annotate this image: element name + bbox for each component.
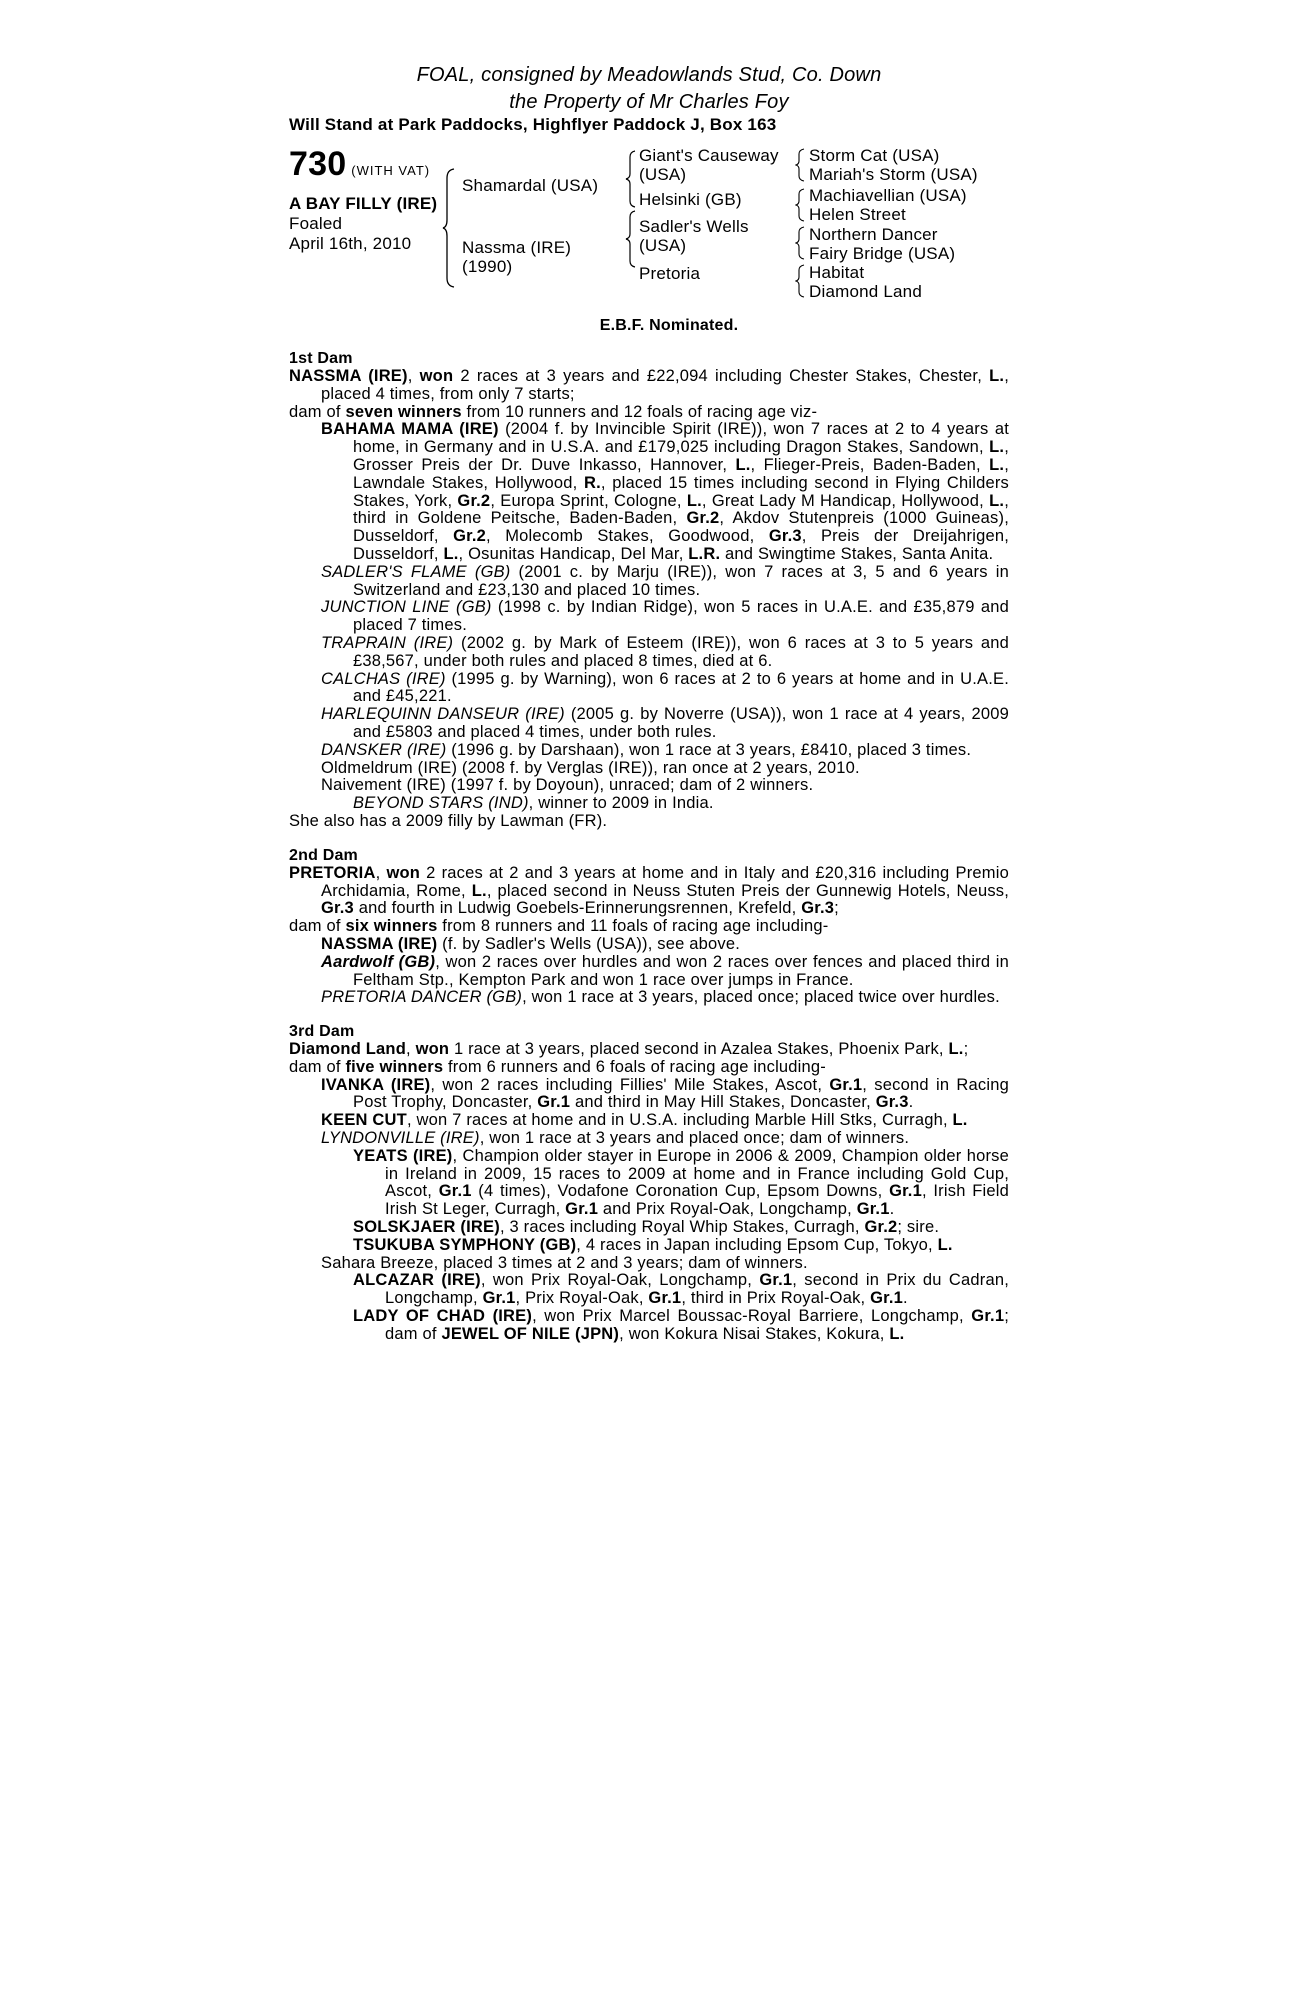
lot-name: A BAY FILLY (IRE) — [289, 194, 438, 213]
second-dam-progeny-list — [289, 936, 1009, 1007]
progeny-entry: TSUKUBA SYMPHONY (GB), 4 races in Japan including Epsom Cup, Tokyo, L. — [353, 1235, 953, 1254]
dam-dam: Pretoria — [639, 264, 701, 283]
dam-name: Nassma (IRE) — [462, 238, 572, 257]
sire-name: Shamardal (USA) — [462, 176, 599, 195]
lot-number: 730 — [289, 145, 347, 183]
foaled-label: Foaled — [289, 214, 343, 233]
progeny-entry: Naivement (IRE) (1997 f. by Doyoun), unraced; dam of 2 winners. — [321, 776, 814, 795]
dd-dam: Diamond Land — [809, 282, 922, 301]
ss-sire: Storm Cat (USA) — [809, 146, 940, 165]
progeny-entry: DANSKER (IRE) (1996 g. by Darshaan), won 1 race at 3 years, £8410, placed 3 times. — [321, 740, 972, 759]
progeny-entry: IVANKA (IRE), won 2 races including Fillies' Mile Stakes, Ascot, Gr.1, second in Racing Post Trophy, Doncaster, Gr.1 and third in May Hill Stakes, Doncaster, Gr.3. — [321, 1075, 1009, 1112]
third-dam-produce-summary: dam of five winners from 6 runners and 6 foals of racing age including- — [289, 1057, 826, 1076]
progeny-entry: ALCAZAR (IRE), won Prix Royal-Oak, Longchamp, Gr.1, second in Prix du Cadran, Longchamp, Gr.1, Prix Royal-Oak, Gr.1, third in Prix Royal-Oak, Gr.1. — [353, 1271, 1009, 1308]
dam-year: (1990) — [462, 257, 513, 276]
progeny-entry: CALCHAS (IRE) (1995 g. by Warning), won 6 races at 2 to 6 years at home and in U.A.E. and £45,221. — [321, 669, 1009, 706]
progeny-entry: HARLEQUINN DANSEUR (IRE) (2005 g. by Noverre (USA)), won 1 race at 4 years, 2009 and £5803 and placed 4 times, under both rules. — [321, 705, 1009, 741]
ds-dam: Fairy Bridge (USA) — [809, 244, 956, 263]
sd-sire: Machiavellian (USA) — [809, 186, 967, 205]
progeny-entry: LADY OF CHAD (IRE), won Prix Marcel Boussac-Royal Barriere, Longchamp, Gr.1; dam of JEWEL OF NILE (JPN), won Kokura Nisai Stakes, Kokura, L. — [353, 1307, 1009, 1343]
dam-sire-l2: (USA) — [639, 236, 687, 255]
first-dam-heading: 1st Dam — [289, 350, 353, 367]
property-line: the Property of Mr Charles Foy — [509, 91, 789, 113]
ss-dam: Mariah's Storm (USA) — [809, 165, 978, 184]
progeny-entry: SOLSKJAER (IRE), 3 races including Royal Whip Stakes, Curragh, Gr.2; sire. — [353, 1218, 940, 1237]
sire-brace — [625, 150, 637, 208]
progeny-entry: BAHAMA MAMA (IRE) (2004 f. by Invincible Spirit (IRE)), won 7 races at 2 to 4 years at home, in Germany and in U.S.A. and £179,025 including Dragon Stakes, Sandown, L., Grosser Preis der Dr. Duve Inkasso, Hannover, L., Flieger-Preis, Baden-Baden, L., Lawndale Stakes, Hollywood, R., placed 15 times including second in Flying Childers Stakes, York, Gr.2, Europa Sprint, Cologne, L., Great Lady M Handicap, Hollywood, L., third in Goldene Peitsche, Baden-Baden, Gr.2, Akdov Stutenpreis (1000 Guineas), Dusseldorf, Gr.2, Molecomb Stakes, Goodwood, Gr.3, Preis der Dreijahrigen, Dusseldorf, L., Osunitas Handicap, Del Mar, L.R. and Swingtime Stakes, Santa Anita. — [321, 420, 1010, 563]
dd-sire: Habitat — [809, 263, 865, 282]
third-dam-progeny-list — [289, 1077, 1009, 1344]
first-dam-record: NASSMA (IRE), won 2 races at 3 years and £22,094 including Chester Stakes, Chester, L., placed 4 times, from only 7 starts; — [289, 367, 1009, 403]
ds-brace — [795, 226, 805, 260]
third-dam-section — [289, 1023, 1009, 1344]
catalogue-page — [289, 62, 1009, 1344]
consignor-line: FOAL, consigned by Meadowlands Stud, Co. Down — [416, 64, 882, 86]
third-dam-heading: 3rd Dam — [289, 1023, 355, 1041]
second-dam-heading: 2nd Dam — [289, 846, 358, 864]
lot-number-row — [289, 146, 430, 182]
ss-brace — [795, 148, 805, 182]
progeny-entry: TRAPRAIN (IRE) (2002 g. by Mark of Esteem (IRE)), won 6 races at 3 to 5 years and £38,567, under both rules and placed 8 times, died at 6. — [321, 633, 1010, 670]
third-dam-record: Diamond Land, won 1 race at 3 years, placed second in Azalea Stakes, Phoenix Park, L.; — [289, 1040, 969, 1059]
progeny-entry: NASSMA (IRE) (f. by Sadler's Wells (USA)), see above. — [321, 934, 741, 953]
second-dam-produce-summary: dam of six winners from 8 runners and 11 foals of racing age including- — [289, 917, 829, 936]
foaled-date: April 16th, 2010 — [289, 234, 412, 253]
progeny-entry: SADLER'S FLAME (GB) (2001 c. by Marju (IRE)), won 7 races at 3, 5 and 6 years in Switzerland and £23,130 and placed 10 times. — [321, 562, 1009, 599]
second-dam-section — [289, 847, 1009, 1007]
vat-label: (WITH VAT) — [351, 163, 431, 178]
progeny-entry: Sahara Breeze, placed 3 times at 2 and 3 years; dam of winners. — [321, 1253, 808, 1272]
progeny-entry: JUNCTION LINE (GB) (1998 c. by Indian Ridge), won 5 races in U.A.E. and £35,879 and placed 7 times. — [321, 598, 1009, 635]
stabling-line: Will Stand at Park Paddocks, Highflyer Paddock J, Box 163 — [289, 115, 777, 134]
sd-dam: Helen Street — [809, 205, 906, 224]
ebf-nomination: E.B.F. Nominated. — [599, 317, 739, 334]
sd-brace — [795, 188, 805, 222]
progeny-entry: BEYOND STARS (IND), winner to 2009 in India. — [353, 794, 714, 813]
sire-sire-l1: Giant's Causeway — [639, 146, 779, 165]
progeny-entry: Aardwolf (GB), won 2 races over hurdles and won 2 races over fences and placed third in Feltham Stp., Kempton Park and won 1 race over jumps in France. — [321, 952, 1010, 989]
pedigree-brace — [442, 168, 456, 288]
dam-brace — [625, 210, 637, 268]
sire-dam: Helsinki (GB) — [639, 190, 742, 209]
ds-sire: Northern Dancer — [809, 225, 938, 244]
progeny-entry: LYNDONVILLE (IRE), won 1 race at 3 years and placed once; dam of winners. — [321, 1129, 910, 1148]
first-dam-footer: She also has a 2009 filly by Lawman (FR). — [289, 811, 608, 830]
first-dam-progeny-list — [289, 421, 1009, 813]
progeny-entry: KEEN CUT, won 7 races at home and in U.S.A. including Marble Hill Stks, Curragh, L. — [321, 1111, 968, 1130]
progeny-entry: YEATS (IRE), Champion older stayer in Europe in 2006 & 2009, Champion older horse in Ireland in 2009, 15 races to 2009 at home and in France including Gold Cup, Ascot, Gr.1 (4 times), Vodafone Coronation Cup, Epsom Downs, Gr.1, Irish Field Irish St Leger, Curragh, Gr.1 and Prix Royal-Oak, Longchamp, Gr.1. — [353, 1146, 1009, 1219]
dam-sire-l1: Sadler's Wells — [639, 217, 749, 236]
progeny-entry: Oldmeldrum (IRE) (2008 f. by Verglas (IRE)), ran once at 2 years, 2010. — [321, 758, 860, 777]
first-dam-section — [289, 350, 1009, 831]
sire-sire-l2: (USA) — [639, 165, 687, 184]
first-dam-produce-summary: dam of seven winners from 10 runners and 12 foals of racing age viz- — [289, 402, 818, 421]
progeny-entry: PRETORIA DANCER (GB), won 1 race at 3 years, placed once; placed twice over hurdles. — [321, 988, 1000, 1007]
second-dam-record: PRETORIA, won 2 races at 2 and 3 years at home and in Italy and £20,316 including Premio Archidamia, Rome, L., placed second in Neuss Stuten Preis der Gunnewig Hotels, Neuss, Gr.3 and fourth in Ludwig Goebels-Erinnerungsrennen, Krefeld, Gr.3; — [289, 863, 1010, 918]
dd-brace — [795, 264, 805, 298]
pedigree-block — [289, 146, 1009, 316]
